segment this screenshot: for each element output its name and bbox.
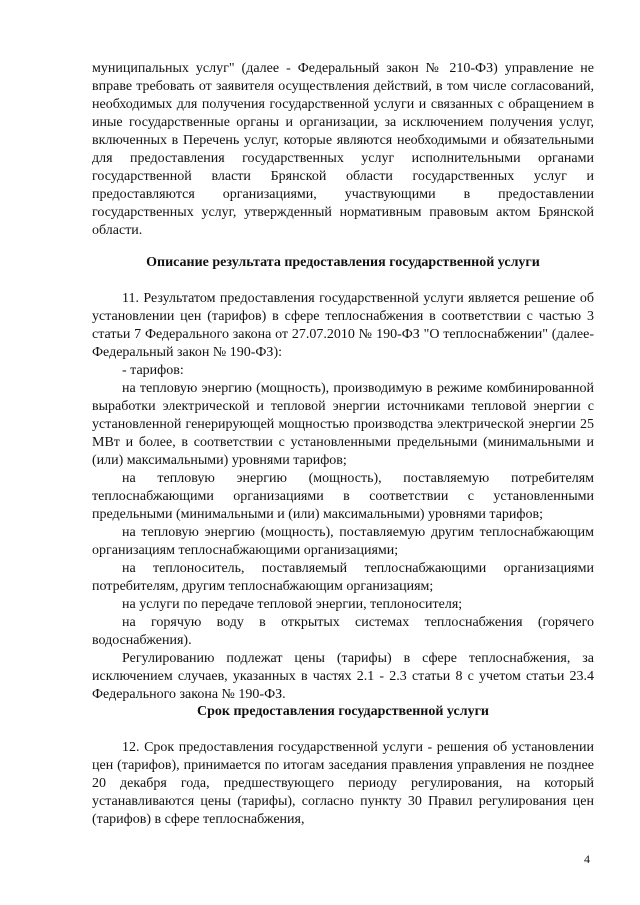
tariffs-label: - тарифов: xyxy=(122,363,184,378)
intro-block xyxy=(92,60,594,240)
term-paragraph-12: 12. Срок предоставления государственной услуги - решения об установлении цен (тарифов), принимается по итогам заседания правления управления не позднее 20 декабря года, предшествующего периоду регулирования, на который устанавливаются цены (тарифы), согласно пункту 30 Правил регулирования цен (тарифов) в сфере теплоснабжения, xyxy=(92,740,594,827)
tariff-item-consumers: на тепловую энергию (мощность), поставляемую потребителям теплоснабжающими организациями в соответствии с установленными предельными (минимальными и (или) максимальными) уровнями тарифов; xyxy=(92,471,594,522)
term-section-heading: Срок предоставления государственной услуги xyxy=(197,704,489,719)
page-number: 4 xyxy=(584,852,590,866)
intro-paragraph: муниципальных услуг" (далее - Федеральный закон № 210-ФЗ) управление не вправе требовать от заявителя осуществления действий, в том числе согласований, необходимых для получения государственной услуги и связанных с обращением в иные государственные органы и организации, за исключением получения услуг, включенных в Перечень услуг, которые являются необходимыми и обязательными для предоставления государственных услуг исполнительными органами государственной власти Брянской области государственных услуг и предоставляются организациями, участвующими в предоставлении государственных услуг, утвержденный нормативным правовым актом Брянской области. xyxy=(92,61,594,238)
tariff-item-transfer: на услуги по передаче тепловой энергии, теплоносителя; xyxy=(122,597,463,612)
result-paragraph-11: 11. Результатом предоставления государственной услуги является решение об установлении цен (тарифов) в сфере теплоснабжения в соответствии с частью 3 статьи 7 Федерального закона от 27.07.2010 № 190-ФЗ "О теплоснабжении" (далее-Федеральный закон № 190-ФЗ): xyxy=(92,291,594,360)
tariff-item-combined: на тепловую энергию (мощность), производимую в режиме комбинированной выработки электрической и тепловой энергии источниками тепловой энергии с установленной генерирующей мощностью производства электрической энергии 25 МВт и более, в соответствии с установленными предельными (минимальными и (или) максимальными) уровнями тарифов; xyxy=(92,381,594,468)
tariff-item-coolant: на теплоноситель, поставляемый теплоснабжающими организациями потребителям, другим теплоснабжающим организациям; xyxy=(92,561,594,594)
result-block xyxy=(92,290,594,704)
regulation-paragraph: Регулированию подлежат цены (тарифы) в сфере теплоснабжения, за исключением случаев, указанных в частях 2.1 - 2.3 статьи 8 с учетом статьи 23.4 Федерального закона № 190-ФЗ. xyxy=(92,651,594,702)
tariff-item-hot-water: на горячую воду в открытых системах теплоснабжения (горячего водоснабжения). xyxy=(92,615,594,648)
result-section-heading: Описание результата предоставления государственной услуги xyxy=(146,255,540,270)
tariff-item-other-orgs: на тепловую энергию (мощность), поставляемую другим теплоснабжающим организациям теплоснабжающими организациями; xyxy=(92,525,594,558)
term-block xyxy=(92,739,594,829)
